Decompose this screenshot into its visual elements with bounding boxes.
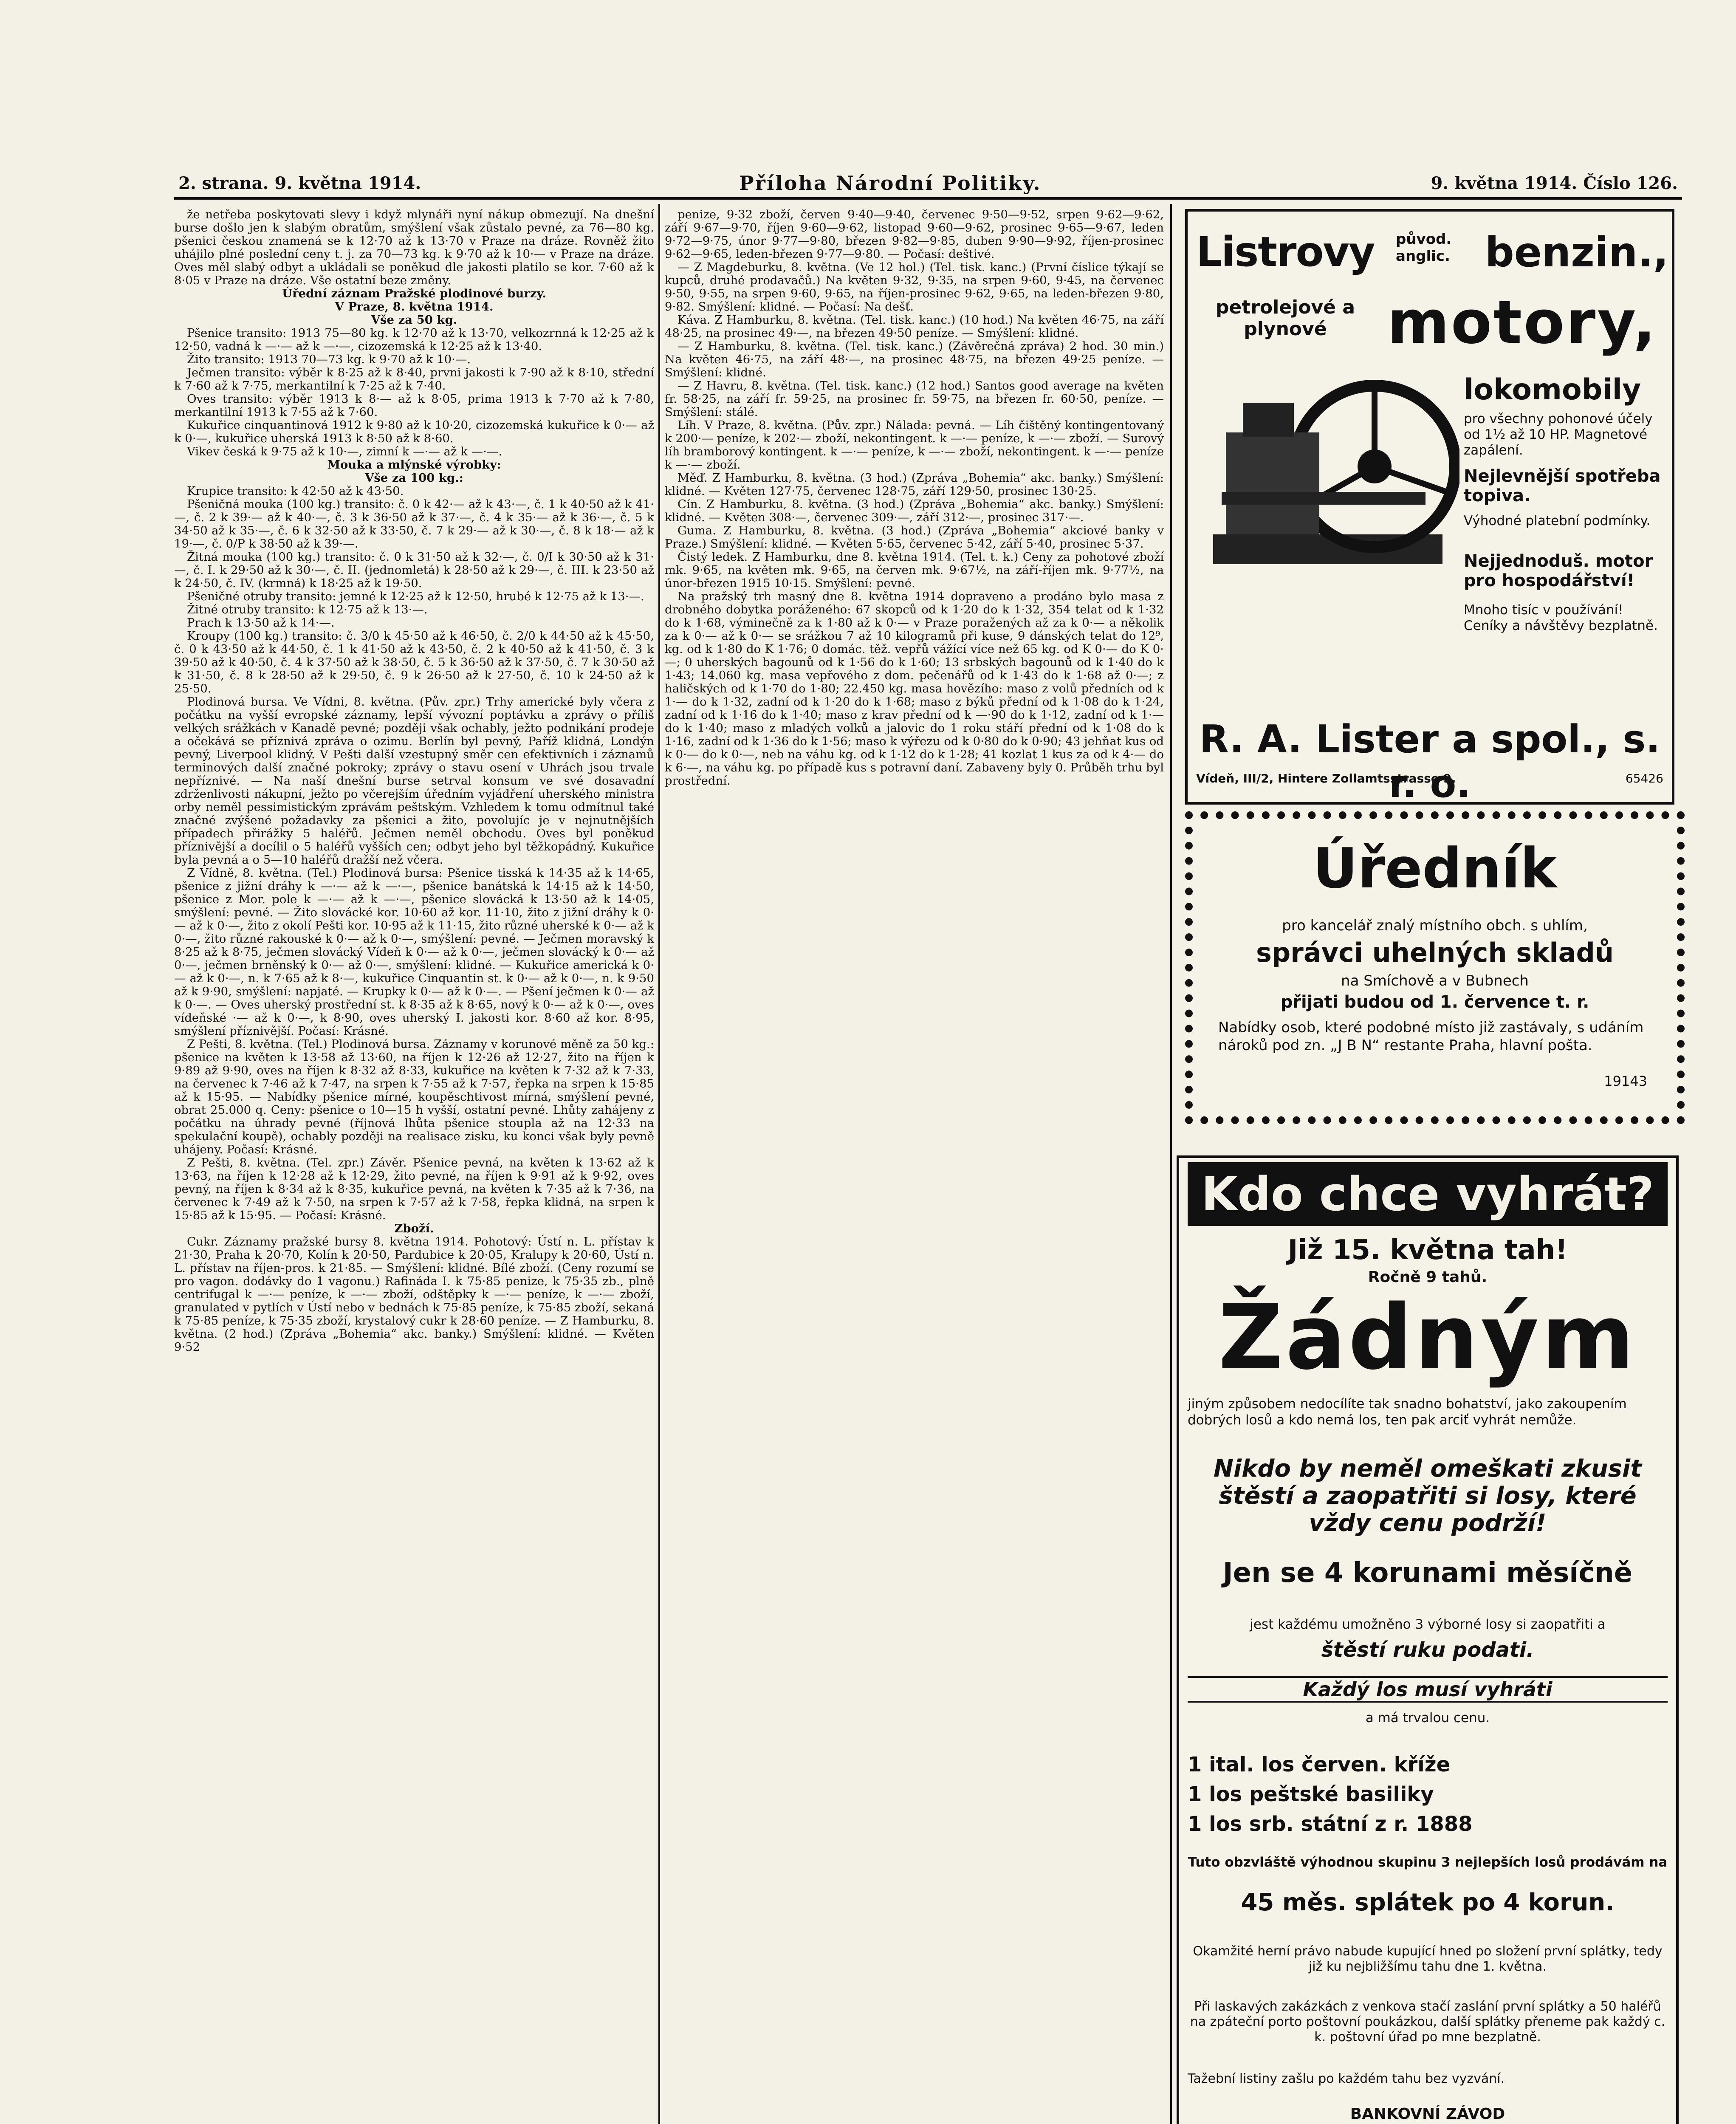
advert-number: 19143 <box>1604 1073 1647 1089</box>
advert-title: Úředník <box>1313 836 1557 901</box>
column-commodities <box>665 208 1164 788</box>
paragraph: Pšeničné otruby transito: jemné k 12·25 až k 12·50, hrubé k 12·75 až k 13·—. <box>187 590 644 603</box>
section-heading: Vše za 100 kg.: <box>365 471 463 485</box>
column-divider <box>1170 204 1172 2124</box>
advert-line-2: správci uhelných skladů <box>1256 937 1614 968</box>
paragraph: Z Vídně, 8. května. (Tel.) Plodinová bursa: Pšenice tisská k 14·35 až k 14·65, pšenice z jižní dráhy k —·— až k —·—, pšenice banátská k 14·15 až k 14·50, pšenice z Mor. pole k —·— až k —·—, pšenice slovácká k 13·50 až k 14·05, smýšlení: pevné. — Žito slovácké kor. 10·60 až kor. 11·10, žito z jižní dráhy k 0·— až k 0·—, žito z okolí Pešti kor. 10·95 až k 11·15, žito různé uherské k 0·— až k 0·—, žito různé rakouské k 0·— až k 0·—, smýšlení: pevné. — Ječmen moravský k 8·25 až k 8·75, ječmen slovácký Vídeň k 0·— až k 0·—, ječmen slovácký k 0·— až 0·—, ječmen brněnský k 0·— až 0·—, smýšlení: klidné. — Kukuřice americká k 0·— až k 0·—, n. k 7·65 až k 8·—, kukuřice Cinquantin st. k 0·— až k 0·—, n. k 9·50 až k 9·90, smýšlení: napjaté. — Krupky k 0·— až k 0·—. — Pšení ječmen k 0·— až k 0·—. — Oves uherský prostřední st. k 8·35 až k 8·65, nový k 0·— až k 0·—, oves vídeňské ·— až k 0·—, k 8·90, oves uherský I. jakosti kor. 8·60 až kor. 8·95, smýšlení příznivější. Počasí: Krásné. <box>174 866 654 1038</box>
advert-desc-4: Nejjednoduš. motor pro hospodářství! <box>1464 551 1653 590</box>
paragraph: Žitné otruby transito: k 12·75 až k 13·—. <box>187 603 428 616</box>
paragraph: — Z Magdeburku, 8. května. (Ve 12 hol.) (Tel. tisk. kanc.) (První číslice týkají se kupců, druhé prodavačů.) Na květen 9·32, 9·35, na srpen 9·60, 9·45, na červenec 9·50, 9·55, na srpen 9·60, 9·65, na říjen-prosinec 9·62, 9·65, na leden-březen 9·80, 9·82. Smýšlení: klidné. — Počasí: Na dešť. <box>665 260 1164 314</box>
lottery-text-8: Tuto obzvláště výhodnou skupinu 3 nejlepších losů prodávám na <box>1188 1855 1668 1870</box>
paragraph: že netřeba poskytovati slevy i když mlynáři nyní nákup obmezují. Na dnešní burse došlo jen k slabým obratům, smýšlení však zůstalo pevné, za 76—80 kg. pšenici českou znamená se k 12·70 až k 13·70 v Praze na dráze. Rovněž žito uhájilo plné poslední ceny t. j. za 70—73 kg. k 9·70 až k 10·— v Praze na dráze. Oves měl slabý odbyt a ukládali se poněkud dle jakosti platilo se kor. 7·60 až k 8·05 v Praze na dráze. Vše ostatní beze změny. <box>174 208 654 287</box>
paragraph: Žito transito: 1913 70—73 kg. k 9·70 až k 10·—. <box>187 353 471 366</box>
lottery-item-3: 1 los srb. státní z r. 1888 <box>1188 1812 1473 1836</box>
lottery-text-5: štěstí ruku podati. <box>1321 1638 1534 1662</box>
paragraph: Prach k 13·50 až k 14·—. <box>187 616 335 630</box>
paragraph: Guma. Z Hamburku, 8. května. (3 hod.) (Zpráva „Bohemia“ akciové banky v Praze.) Smýšlení: klidné. — Květen 5·65, červenec 5·42, září 5·40, prosinec 5·37. <box>665 524 1164 551</box>
header-date-left: 2. strana. 9. května 1914. <box>178 173 421 193</box>
advert-desc-3: Výhodné platební podmínky. <box>1464 513 1651 528</box>
advert-lottery <box>1177 1155 1679 2124</box>
paragraph: Čistý ledek. Z Hamburku, dne 8. května 1914. (Tel. t. k.) Ceny za pohotové zboží mk. 9·65, na květen mk. 9·65, na červen mk. 9·67½, na září-říjen mk. 9·77½, na únor-březen 1915 10·15. Smýšlení: pevné. <box>665 550 1164 590</box>
lottery-frequency: Ročně 9 tahů. <box>1368 1268 1488 1286</box>
lottery-text-4: jest každému umožněno 3 výborné losy si zaopatřiti a <box>1250 1617 1606 1632</box>
paragraph: Žitná mouka (100 kg.) transito: č. 0 k 31·50 až k 32·—, č. 0/I k 30·50 až k 31·—, č. I. k 29·50 až k 30·—, č. II. (jednomletá) k 28·50 až k 29·—, č. III. k 23·50 až k 24·50, č. IV. (krmná) k 18·25 až k 19·50. <box>174 550 654 590</box>
advert-benzin: benzin., <box>1485 229 1669 276</box>
column-market-reports <box>174 208 654 1354</box>
advert-urednik <box>1185 811 1685 1124</box>
engine-illustration <box>1196 364 1459 585</box>
paragraph: Líh. V Praze, 8. května. (Pův. zpr.) Nálada: pevná. — Líh čištěný kontingentovaný k 200·— peníze, k 202·— zboží, nekontingent. k —·— peníze, k —·— zboží. — Surový líh bramborový kontingent. k —·— peníze, k —·— zboží, nekontingent. k —·— peníze k —·— zboží. <box>665 418 1164 472</box>
lottery-date: Již 15. května tah! <box>1287 1234 1568 1266</box>
paragraph: Káva. Z Hamburku, 8. května. (Tel. tisk. kanc.) (10 hod.) Na květen 46·75, na září 48·25, na prosinec 49·—, na březen 49·50 peníze. — Smýšlení: klidné. <box>665 313 1164 340</box>
lottery-big-word: Žádným <box>1218 1285 1637 1390</box>
header-date-right: 9. května 1914. Číslo 126. <box>1431 173 1678 193</box>
paragraph: Vikev česká k 9·75 až k 10·—, zimní k —·— až k —·—. <box>187 445 502 458</box>
paragraph: Měď. Z Hamburku, 8. května. (3 hod.) (Zpráva „Bohemia“ akc. banky.) Smýšlení: klidné. — Květen 127·75, červenec 128·75, září 129·50, prosinec 130·25. <box>665 471 1164 498</box>
header-title: Příloha Národní Politiky. <box>739 172 1042 195</box>
lottery-text-11: Tažební listiny zašlu po každém tahu bez vyzvání. <box>1188 2071 1505 2086</box>
advert-line-1: pro kancelář znalý místního obch. s uhlím, <box>1282 917 1588 934</box>
paragraph: — Z Hamburku, 8. května. (Tel. tisk. kanc.) (Závěrečná zpráva) 2 hod. 30 min.) Na květen 46·75, na září 48·—, na prosinec 48·75, na březen 49·25 peníze. — Smýšlení: klidné. <box>665 339 1164 379</box>
paragraph: Pšenice transito: 1913 75—80 kg. k 12·70 až k 13·70, velkozrnná k 12·25 až k 12·50, vadná k —·— až k —·—, cizozemská k 12·25 až k 13·40. <box>174 326 654 353</box>
advert-lokomobily: lokomobily <box>1464 373 1641 407</box>
advert-headline: Listrovy <box>1196 228 1375 276</box>
advert-origin: původ. anglic. <box>1396 231 1452 265</box>
paragraph: Cín. Z Hamburku, 8. května. (3 hod.) (Zpráva „Bohemia“ akc. banky.) Smýšlení: klidné. — Květen 308·—, červenec 309·—, září 312·—, prosinec 317·—. <box>665 497 1164 524</box>
paragraph: penize, 9·32 zboží, červen 9·40—9·40, červenec 9·50—9·52, srpen 9·62—9·62, září 9·67—9·70, říjen 9·60—9·62, listopad 9·60—9·62, prosinec 9·65—9·67, leden 9·72—9·75, únor 9·77—9·80, březen 9·82—9·85, duben 9·90—9·92, říjen-prosinec 9·62—9·65, leden-březen 9·77—9·80. — Počasí: deštivé. <box>665 208 1164 261</box>
section-heading: Úřední záznam Pražské plodinové burzy. <box>282 287 546 300</box>
paragraph: Kukuřice cinquantinová 1912 k 9·80 až k 10·20, cizozemská kukuřice k 0·— až k 0·—, kukuřice uherská 1913 k 8·50 až k 8·60. <box>174 418 654 445</box>
paragraph: Pšeničná mouka (100 kg.) transito: č. 0 k 42·— až k 43·—, č. 1 k 40·50 až k 41·—, č. 2 k 39·— až k 40·—, č. 3 k 36·50 až k 37·—, č. 4 k 35·— až k 36·—, č. 5 k 34·50 až k 35·—, č. 6 k 32·50 až k 33·50, č. 7 k 29·— až k 30·—, č. 8 k 18·— až k 19·—, č. 0/P k 38·50 až k 39·—. <box>174 497 654 551</box>
paragraph: Cukr. Záznamy pražské bursy 8. května 1914. Pohotový: Ústí n. L. přístav k 21·30, Praha k 20·70, Kolín k 20·50, Pardubice k 20·05, Kralupy k 20·60, Ústí n. L. přístav na říjen-pros. k 21·85. — Smýšlení: klidné. Bílé zboží. (Ceny rozumí se pro vagon. dodávky do 1 vagonu.) Rafináda I. k 75·85 penize, k 75·35 zb., plně centrifugal k —·— peníze, k —·— zboží, odštěpky k —·— peníze, k —·— zboží, granulated v pytlích v Ústí nebo v bednách k 75·85 peníze, k 75·85 zboží, sekaná k 75·85 peníze, k 75·35 zboží, krystalový cukr k 28·60 peníze. — Z Hamburku, 8. května. (2 hod.) (Zpráva „Bohemia“ akc. banky.) Smýšlení: klidné. — Květen 9·52 <box>174 1235 654 1354</box>
advert-line-3: na Smíchově a v Bubnech <box>1341 972 1529 989</box>
paragraph: Ječmen transito: výběr k 8·25 až k 8·40, prvni jakosti k 7·90 až k 8·10, střední k 7·60 až k 7·75, merkantilní k 7·25 až k 7·40. <box>174 366 654 393</box>
lottery-headline: Kdo chce vyhrát? <box>1188 1162 1668 1226</box>
lottery-text-10: Při laskavých zakázkách z venkova stačí zaslání první splátky a 50 haléřů na zpáteční porto poštovní poukázkou, další splátky přeneme pak každý c. k. poštovní úřad po mne bezplatně. <box>1190 1999 1665 2045</box>
paragraph: Plodinová bursa. Ve Vídni, 8. května. (Pův. zpr.) Trhy americké byly včera z počátku na vyšší evropské záznamy, lepší vývozní poptávku a zprávy o příliš velkých srážkách v Kanadě pevné; později však ochably, ježto podnikání prodeje a očekává se příznivá zpráva o ozimu. Berlín byl pevný, Paříž klidná, Londýn pevný, Liverpool klidný. V Pešti další vzestupný směr cen efektivních i záznamů terminových další značné pokroky; zprávy o stavu osení v Uhrách jsou trvale nepříznivé. — Na naší dnešní burse setrval konsum ve své dosavadní zdrženlivosti nákupní, ježto po včerejším úředním vyjádření uherského ministra orby neměl pessimistickým zprávám peštským. Vzhledem k tomu odmítnul také značné zvýšené požadavky za pšenici a žito, povolujíc je v nejnutnějších případech přirážky 5 haléřů. Ječmen neměl obchodu. Oves byl poněkud příznivější a docílil o 5 haléřů vyšších cen; odbyt jeho byl těžkopádný. Kukuřice byla pevná a o 5—10 haléřů dražší než včera. <box>174 695 654 867</box>
section-heading: Vše za 50 kg. <box>371 313 457 327</box>
paragraph: — Z Havru, 8. května. (Tel. tisk. kanc.) (12 hod.) Santos good average na květen fr. 58·25, na září fr. 59·25, na prosinec fr. 59·75, na březen fr. 60·50, peníze. — Smýšlení: stálé. <box>665 379 1164 419</box>
lottery-text-9: Okamžité herní právo nabude kupující hned po složení první splátky, tedy již ku nejbližšímu tahu dne 1. května. <box>1193 1944 1663 1974</box>
advert-address: Vídeň, III/2, Hintere Zollamtsstrasse 9. <box>1196 771 1456 785</box>
paragraph: Z Pešti, 8. května. (Tel. zpr.) Závěr. Pšenice pevná, na květen k 13·62 až k 13·63, na říjen k 12·28 až k 12·29, žito pevné, na říjen k 9·91 až k 9·92, oves pevný, na říjen k 8·34 až k 8·35, kukuřice pevná, na květen k 7·35 až k 7·36, na červenec k 7·49 až k 7·50, na srpen k 7·57 až k 7·58, řepka klidná, na srpen k 15·85 až k 15·95. — Počasí: Krásné. <box>174 1156 654 1222</box>
lottery-item-2: 1 los peštské basiliky <box>1188 1782 1434 1806</box>
paragraph: Krupice transito: k 42·50 až k 43·50. <box>187 484 404 498</box>
section-heading: Zboží. <box>394 1222 434 1235</box>
column-divider <box>658 204 660 2124</box>
section-heading: Mouka a mlýnské výrobky: <box>327 458 501 472</box>
paragraph: Kroupy (100 kg.) transito: č. 3/0 k 45·50 až k 46·50, č. 2/0 k 44·50 až k 45·50, č. 0 k 43·50 až k 44·50, č. 1 k 41·50 až k 43·50, č. 2 k 40·50 až k 41·50, č. 3 k 39·50 až k 40·50, č. 4 k 37·50 až k 38·50, č. 5 k 36·50 až k 37·50, č. 7 k 30·50 až k 31·50, č. 8 k 28·50 až k 29·50, č. 9 k 26·50 až k 27·50, č. 10 k 24·50 až k 25·50. <box>174 629 654 695</box>
advert-desc-5: Mnoho tisíc v používání! Ceníky a návštěvy bezplatně. <box>1464 602 1658 633</box>
lottery-bank-label: BANKOVNÍ ZÁVOD <box>1350 2105 1505 2123</box>
advert-desc-1: pro všechny pohonové účely od 1½ až 10 HP. Magnetové zapálení. <box>1464 411 1653 458</box>
lottery-text-6: Každý los musí vyhráti <box>1188 1676 1668 1703</box>
lottery-text-1: jiným způsobem nedocílíte tak snadno bohatství, jako zakoupením dobrých losů a kdo nemá los, ten pak arciť vyhrát nemůže. <box>1188 1396 1627 1428</box>
paragraph: Z Pešti, 8. května. (Tel.) Plodinová bursa. Záznamy v korunové měně za 50 kg.: pšenice na květen k 13·58 až 13·60, na říjen k 12·26 až 12·27, žito na říjen k 9·89 až 9·90, oves na říjen k 8·32 až 8·33, kukuřice na květen k 7·32 až k 7·33, na červenec k 7·46 až k 7·47, na srpen k 7·55 až k 7·57, řepka na srpen k 15·85 až k 15·95. — Nabídky pšenice mírné, koupěschtivost mírná, smýšlení pevné, obrat 25.000 q. Ceny: pšenice o 10—15 h vyšší, ostatní pevné. Lhůty zahájeny z počátku na úhrady pevné (říjnová lhůta pšenice stoupla až na 12·33 na spekulační koupě), ochably později na realisace zisku, ku konci však byly pevně uhájeny. Počasí: Krásné. <box>174 1037 654 1156</box>
advert-desc-2: Nejlevnější spotřeba topiva. <box>1464 466 1661 506</box>
lottery-text-2: Nikdo by neměl omeškati zkusit štěstí a zaopatřiti si losy, které vždy cenu podrží! <box>1214 1455 1642 1537</box>
paragraph: Oves transito: výběr 1913 k 8·— až k 8·05, prima 1913 k 7·70 až k 7·80, merkantilní 1913 k 7·55 až k 7·60. <box>174 392 654 419</box>
lottery-text-7: a má trvalou cenu. <box>1365 1710 1490 1726</box>
paragraph: Na pražský trh masný dne 8. května 1914 dopraveno a prodáno bylo masa z drobného dobytka poráženého: 67 skopců od k 1·20 do k 1·32, 354 telat od k 1·32 do k 1·68, výminečně za k 1·80 až k 0·— v Praze poražených až za k 0·— a několik za k 0·— až k 0·— se srážkou 7 až 10 kilogramů při kuse, 9 dánských telat do 12⁹, kg. od k 1·80 do K 1·76; 0 domác. těž. vepřů vážící více než 65 kg. od K 0·— do K 0·—; 0 uherských bagounů od k 1·56 do k 1·60; 13 srbských bagounů od k 1·40 do k 1·43; 14.060 kg. masa vepřového z dom. pečenářů od k 1·43 do k 1·68 až 0·—; z haličských od k 1·70 do 1·80; 22.450 kg. masa hovězího: maso z volů předních od k 1·— do k 1·32, zadní od k 1·20 do k 1·68; maso z býků přední od k 1·08 do k 1·24, zadní od k 1·16 do k 1·40; maso z krav přední od k —·90 do k 1·12, zadní od k 1·— do k 1·40; maso z mladých volků a jalovic do 1 roku stáří přední od k 1·08 do k 1·16, zadní od k 1·36 do k 1·56; maso k výřezu od k 0·80 do k 0·90; 43 jehňat kus od k 0·— do k 0·—, neb na váhu kg. od k 1·12 do k 1·28; 41 kozlat 1 kus za od k 4·— do k 6·—, na váhu kg. po případě kus s potravní daní. Zabaveny byly 0. Průběh trhu byl prostřední. <box>665 590 1164 788</box>
advert-number: 65426 <box>1625 771 1663 785</box>
page-header <box>174 170 1682 200</box>
advert-firm-name: R. A. Lister a spol., s. r. o. <box>1199 717 1660 806</box>
advert-motors: motory, <box>1387 288 1657 357</box>
advert-petrol: petrolejové a plynové <box>1215 297 1355 340</box>
lottery-item-1: 1 ital. los červen. kříže <box>1188 1753 1451 1777</box>
lottery-installments: 45 měs. splátek po 4 korun. <box>1241 1889 1615 1916</box>
advert-line-4: přijati budou od 1. července t. r. <box>1280 992 1589 1012</box>
advert-lister-motors <box>1185 209 1674 805</box>
section-heading: V Praze, 8. května 1914. <box>335 300 494 314</box>
advert-line-5: Nabídky osob, které podobné místo již zastávaly, s udáním nároků pod zn. „J B N“ restante Praha, hlavní pošta. <box>1218 1019 1644 1054</box>
lottery-text-3: Jen se 4 korunami měsíčně <box>1222 1557 1633 1589</box>
